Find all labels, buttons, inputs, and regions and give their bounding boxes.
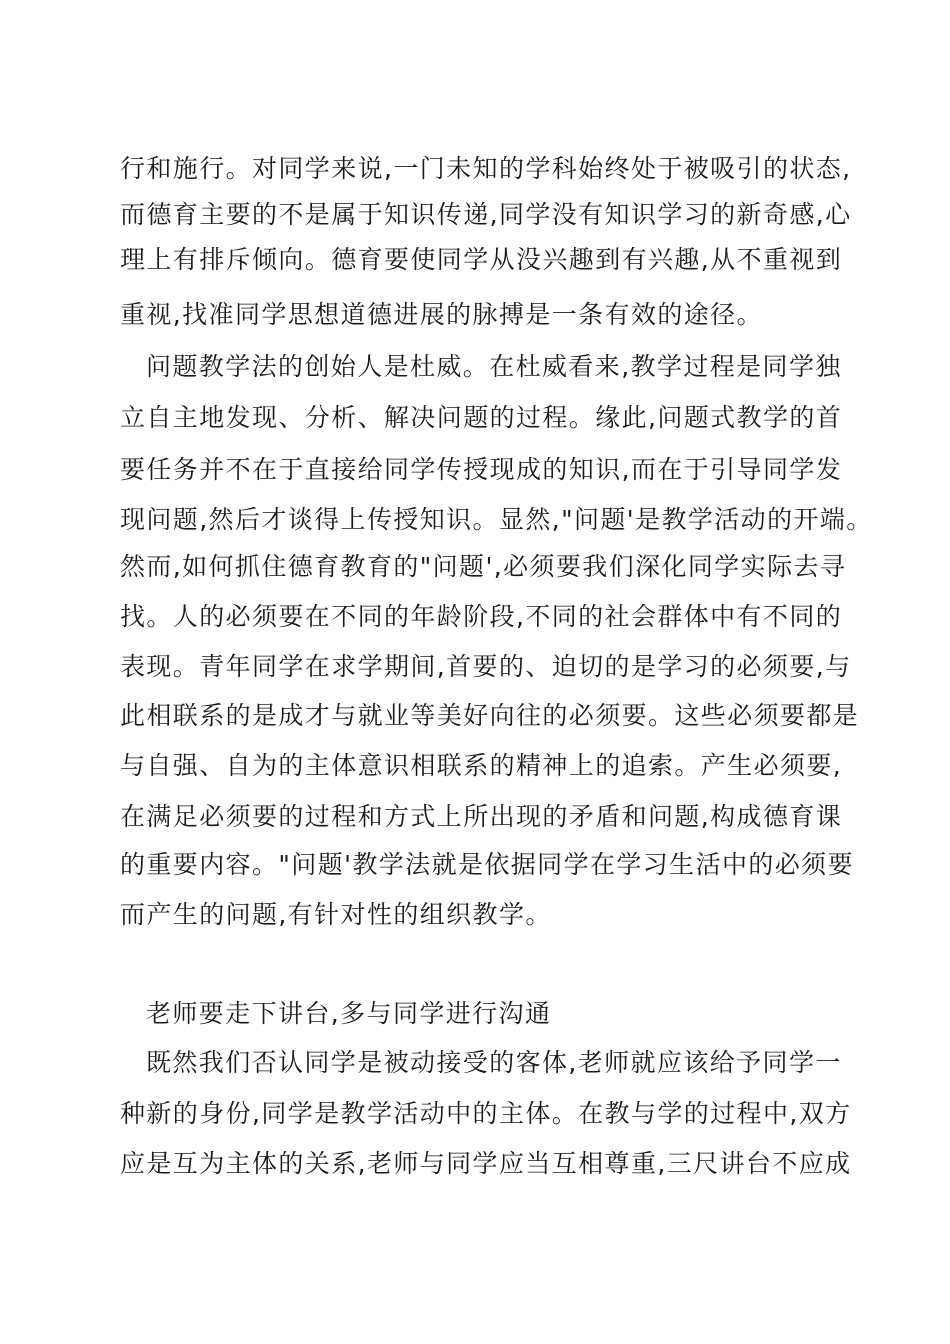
text-line: 重视,找准同学思想道德进展的脉搏是一条有效的途径。 <box>120 300 763 329</box>
text-line: 表现。青年同学在求学期间,首要的、迫切的是学习的必须要,与 <box>120 652 852 681</box>
text-line: 然而,如何抓住德育教育的"问题',必须要我们深化同学实际去寻 <box>120 552 847 581</box>
text-line: 立自主地发现、分析、解决问题的过程。缘此,问题式教学的首 <box>120 403 843 432</box>
section-heading: 老师要走下讲台,多与同学进行沟通 <box>146 999 552 1028</box>
text-line: 而产生的问题,有针对性的组织教学。 <box>120 900 552 929</box>
text-line: 种新的身份,同学是教学活动中的主体。在教与学的过程中,双方 <box>120 1099 852 1128</box>
text-line: 问题教学法的创始人是杜威。在杜威看来,教学过程是同学独 <box>146 352 842 381</box>
text-line: 找。人的必须要在不同的年龄阶段,不同的社会群体中有不同的 <box>120 602 843 631</box>
text-line: 现问题,然后才谈得上传授知识。显然,"问题'是教学活动的开端。 <box>120 505 873 534</box>
text-line: 理上有排斥倾向。德育要使同学从没兴趣到有兴趣,从不重视到 <box>120 245 843 274</box>
text-line: 行和施行。对同学来说,一门未知的学科始终处于被吸引的状态, <box>120 154 852 183</box>
text-line: 而德育主要的不是属于知识传递,同学没有知识学习的新奇感,心 <box>120 200 852 229</box>
text-line: 应是互为主体的关系,老师与同学应当互相尊重,三尺讲台不应成 <box>120 1149 852 1178</box>
text-line: 既然我们否认同学是被动接受的客体,老师就应该给予同学一 <box>146 1048 842 1077</box>
text-line: 与自强、自为的主体意识相联系的精神上的追索。产生必须要, <box>120 751 843 780</box>
text-line: 的重要内容。"问题'教学法就是依据同学在学习生活中的必须要 <box>120 850 854 879</box>
text-line: 此相联系的是成才与就业等美好向往的必须要。这些必须要都是 <box>120 701 860 730</box>
text-line: 要任务并不在于直接给同学传授现成的知识,而在于引导同学发 <box>120 455 843 484</box>
text-line: 在满足必须要的过程和方式上所出现的矛盾和问题,构成德育课 <box>120 802 843 831</box>
